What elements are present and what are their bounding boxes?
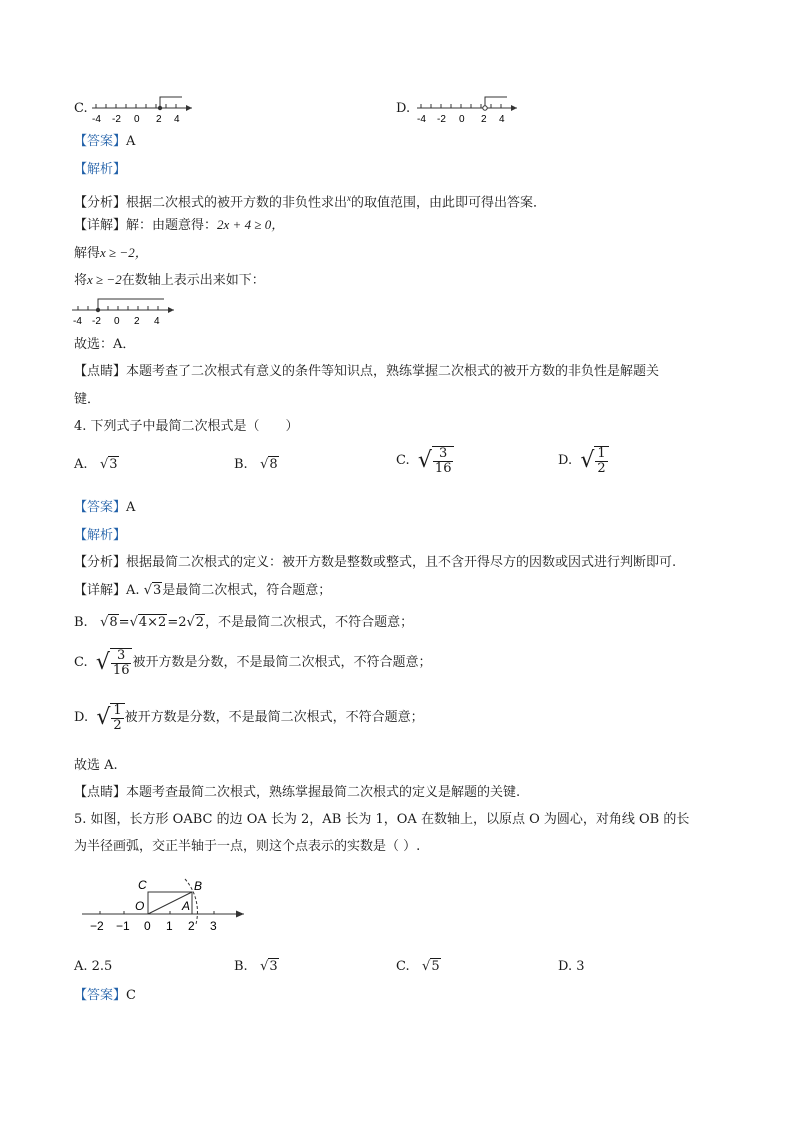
q3-solve bbox=[74, 244, 148, 263]
answer-value: A bbox=[126, 134, 136, 149]
detail-prefix: B. bbox=[74, 615, 88, 630]
analysis-tag: 【解析】 bbox=[74, 528, 127, 543]
label-a: A bbox=[182, 899, 191, 913]
q5-figure bbox=[78, 868, 258, 938]
q3-analysis-tag bbox=[74, 161, 126, 179]
sqrt-expr: √3 bbox=[99, 457, 118, 472]
detail-prefix: C. bbox=[74, 655, 88, 670]
tick: 0 bbox=[114, 316, 120, 327]
show-text-b: 在数轴上表示出来如下： bbox=[121, 273, 265, 288]
q4-detail-b: B. √8=√4×2=2√2，不是最简二次根式，不符合题意； bbox=[74, 615, 414, 630]
dianjing-text: 本题考查了二次根式有意义的条件等知识点，熟练掌握二次根式的被开方数的非负性是解题关 bbox=[126, 364, 660, 379]
fenxi-var: x bbox=[347, 193, 352, 203]
detail-text: 解：由题意得： bbox=[126, 218, 218, 233]
q4-detail-d bbox=[74, 703, 424, 733]
numerator: 1 bbox=[113, 703, 122, 718]
solve-equation: x ≥ −2， bbox=[100, 245, 148, 260]
q3-dianjing-cont bbox=[74, 391, 100, 409]
denominator: 16 bbox=[112, 663, 130, 678]
solve-text: 解得 bbox=[74, 246, 101, 261]
radicand: 3 bbox=[152, 583, 162, 598]
radicand: 5 bbox=[431, 959, 440, 974]
tick: 1 bbox=[166, 919, 173, 933]
label-b: B bbox=[194, 879, 203, 893]
q5-option-a bbox=[74, 958, 112, 976]
fenxi-text-a: 根据二次根式的被开方数的非负性求出 bbox=[126, 195, 348, 211]
answer-value: A bbox=[126, 500, 136, 515]
q5-answer bbox=[74, 987, 136, 1005]
detail-prefix: A. bbox=[126, 583, 140, 598]
tick: -2 bbox=[112, 114, 121, 125]
sqrt-expr: √2 bbox=[186, 615, 205, 630]
question-stem: 5. 如图，长方形 OABC 的边 OA 长为 2，AB 长为 1，OA 在数轴上，以原点 O 为圆心，对角线 OB 的长 bbox=[74, 812, 690, 827]
detail-tag: 【详解】 bbox=[74, 218, 127, 233]
option-label: B. bbox=[234, 457, 248, 472]
tick: -4 bbox=[92, 114, 101, 125]
q4-detail-a bbox=[74, 582, 331, 600]
q5-option-d bbox=[558, 958, 585, 976]
q4-option-c bbox=[396, 446, 454, 476]
dianjing-tag: 【点睛】 bbox=[74, 364, 127, 379]
radicand: 2 bbox=[195, 615, 205, 630]
answer-tag: 【答案】 bbox=[74, 134, 127, 149]
radicand: 3 bbox=[109, 457, 118, 472]
q3-detail bbox=[74, 216, 284, 235]
tick: 2 bbox=[481, 114, 487, 125]
answer-tag: 【答案】 bbox=[74, 988, 127, 1003]
sqrt-expr: √3 bbox=[260, 959, 278, 974]
detail-text: 是最简二次根式，符合题意； bbox=[162, 583, 332, 598]
tick: 3 bbox=[210, 919, 217, 933]
tick: −2 bbox=[90, 919, 104, 933]
fenxi-tag: 【分析】 bbox=[74, 195, 127, 211]
detail-equation: 2x + 4 ≥ 0， bbox=[217, 217, 285, 232]
option-label: C. bbox=[396, 453, 410, 468]
show-equation: x ≥ −2 bbox=[87, 272, 122, 287]
q3-dianjing bbox=[74, 363, 659, 381]
answer-tag: 【答案】 bbox=[74, 500, 127, 515]
detail-text: 被开方数是分数，不是最简二次根式，不符合题意； bbox=[132, 655, 432, 670]
q5-stem-1 bbox=[74, 811, 689, 829]
sqrt-fraction: √ $\frac{1}{2}$ bbox=[580, 446, 608, 476]
show-text-a: 将 bbox=[74, 273, 88, 288]
detail-tag: 【详解】 bbox=[74, 583, 127, 598]
q3-choose bbox=[74, 336, 135, 354]
q3-show bbox=[74, 271, 265, 290]
sqrt-expr: √4×2 bbox=[129, 615, 167, 630]
radicand: 8 bbox=[269, 457, 278, 472]
tick: 0 bbox=[134, 114, 140, 125]
option-text: D. 3 bbox=[558, 959, 585, 974]
q4-stem bbox=[74, 418, 299, 436]
fenxi-text-b: 的取值范围，由此即可得出答案． bbox=[351, 195, 547, 211]
numerator: 1 bbox=[597, 446, 606, 461]
option-label: D. bbox=[396, 101, 411, 116]
option-text: A. 2.5 bbox=[74, 959, 113, 974]
dianjing-text: 本题考查最简二次根式，熟练掌握最简二次根式的定义是解题的关键. bbox=[126, 785, 521, 800]
tick: 0 bbox=[459, 114, 465, 125]
tick: 2 bbox=[156, 114, 162, 125]
label-o: O bbox=[135, 899, 145, 913]
q5-option-b bbox=[234, 958, 279, 976]
q4-option-d bbox=[558, 446, 609, 476]
sqrt-expr: √5 bbox=[422, 959, 440, 974]
tick: 4 bbox=[499, 114, 505, 125]
sqrt-expr: √3 bbox=[143, 583, 162, 598]
q4-detail-c bbox=[74, 648, 431, 678]
dianjing-text-cont: 键． bbox=[74, 392, 101, 407]
option-label: C. bbox=[396, 959, 410, 974]
tick: -2 bbox=[92, 316, 101, 327]
option-label: A. bbox=[74, 457, 88, 472]
option-label: D. bbox=[558, 453, 573, 468]
denominator: 2 bbox=[113, 718, 122, 733]
choose-text: 故选：A． bbox=[74, 337, 136, 352]
sqrt-fraction: √ $\frac{3}{16}$ bbox=[418, 446, 455, 476]
tick: 2 bbox=[188, 919, 195, 933]
sqrt-fraction: √ $\frac{3}{16}$ bbox=[96, 648, 133, 678]
q3-fenxi bbox=[74, 189, 546, 212]
label-c: C bbox=[138, 878, 147, 892]
sqrt-expr: √8 bbox=[260, 457, 278, 472]
option-label: C. bbox=[74, 101, 88, 116]
tick: 0 bbox=[144, 919, 151, 933]
numerator: 3 bbox=[111, 649, 132, 664]
sqrt-expr: √8 bbox=[100, 615, 118, 630]
tick: -4 bbox=[417, 114, 426, 125]
q5-stem-2 bbox=[74, 838, 420, 856]
sqrt-fraction: √ $\frac{1}{2}$ bbox=[96, 703, 124, 733]
q3-option-c bbox=[74, 100, 88, 118]
dianjing-tag: 【点睛】 bbox=[74, 785, 127, 800]
tick: 4 bbox=[174, 114, 180, 125]
denominator: 16 bbox=[434, 461, 452, 476]
q4-option-b bbox=[234, 456, 279, 474]
q4-answer bbox=[74, 499, 135, 517]
q3-option-d bbox=[396, 100, 410, 118]
question-stem: 4. 下列式子中最简二次根式是（ ） bbox=[74, 419, 299, 434]
choose-text: 故选 A. bbox=[74, 758, 118, 773]
tick: −1 bbox=[116, 919, 130, 933]
detail-text: 被开方数是分数，不是最简二次根式，不符合题意； bbox=[124, 710, 424, 725]
coefficient: 2 bbox=[178, 615, 187, 630]
tick: 4 bbox=[154, 316, 160, 327]
tick: 2 bbox=[134, 316, 140, 327]
tick: -2 bbox=[437, 114, 446, 125]
detail-text: ，不是最简二次根式，不符合题意； bbox=[205, 615, 414, 630]
q4-analysis-tag bbox=[74, 527, 126, 545]
numerator: 3 bbox=[433, 447, 454, 462]
q4-choose bbox=[74, 757, 118, 775]
radicand: 4×2 bbox=[138, 615, 167, 630]
detail-prefix: D. bbox=[74, 710, 89, 725]
q5-option-c bbox=[396, 958, 441, 976]
answer-value: C bbox=[126, 988, 136, 1003]
radicand: 8 bbox=[109, 615, 118, 630]
question-stem-cont: 为半径画弧，交正半轴于一点，则这个点表示的实数是（ ）. bbox=[74, 839, 421, 854]
q4-option-a bbox=[74, 456, 119, 474]
number-line-option-d bbox=[413, 92, 523, 126]
denominator: 2 bbox=[597, 461, 606, 476]
q4-dianjing bbox=[74, 784, 520, 802]
q3-answer bbox=[74, 133, 135, 151]
option-label: B. bbox=[234, 959, 248, 974]
q4-fenxi bbox=[74, 554, 676, 572]
radicand: 3 bbox=[269, 959, 278, 974]
number-line-solution bbox=[68, 294, 180, 328]
fenxi-text: 根据最简二次根式的定义：被开方数是整数或整式，且不含开得尽方的因数或因式进行判断即可. bbox=[126, 555, 677, 570]
fenxi-tag: 【分析】 bbox=[74, 555, 127, 570]
analysis-tag: 【解析】 bbox=[74, 162, 127, 177]
tick: -4 bbox=[73, 316, 82, 327]
number-line-option-c bbox=[88, 92, 198, 126]
